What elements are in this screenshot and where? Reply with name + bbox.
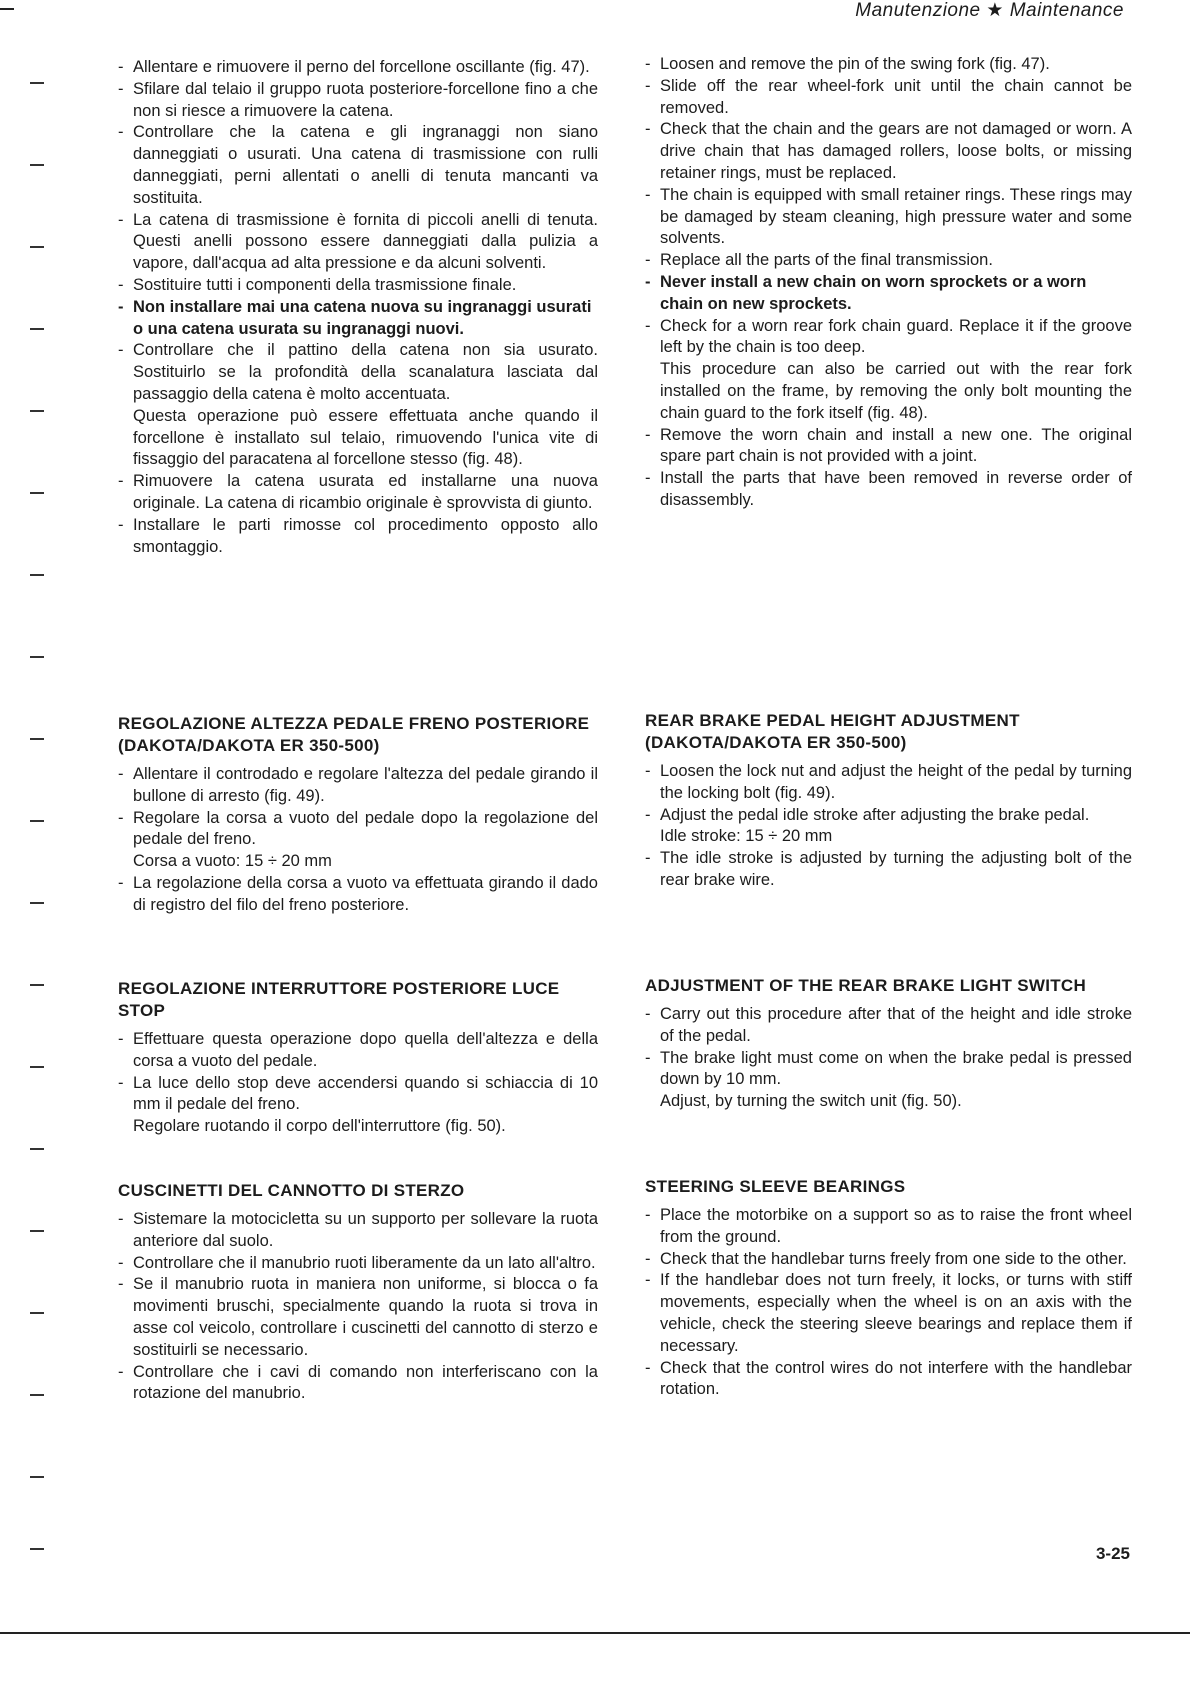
list-item-text: Regolare la corsa a vuoto del pedale dopo la regolazione del pedale del freno.	[133, 808, 598, 849]
it-pedal-list	[118, 764, 598, 917]
list-item: - Controllare che il manubrio ruoti liberamente da un lato all'altro.	[118, 1253, 598, 1275]
section-title: CUSCINETTI DEL CANNOTTO DI STERZO	[118, 1181, 465, 1200]
list-item: - If the handlebar does not turn freely, it locks, or turns with stiff movements, especially when the wheel is on an axis with the vehicle, check the steering sleeve bearings and replace them if necessary.	[645, 1270, 1132, 1357]
list-item: - The chain is equipped with small retainer rings. These rings may be damaged by steam cleaning, high pressure water and some solvents.	[645, 185, 1132, 250]
list-item: - Allentare il controdado e regolare l'altezza del pedale girando il bullone di arresto (fig. 49).	[118, 764, 598, 808]
section-title: ADJUSTMENT OF THE REAR BRAKE LIGHT SWITCH	[645, 976, 1087, 995]
list-item: - Install the parts that have been removed in reverse order of disassembly.	[645, 468, 1132, 512]
en-chain-section	[645, 54, 1132, 512]
list-item: - Carry out this procedure after that of the height and idle stroke of the pedal.	[645, 1004, 1132, 1048]
page-number: 3-25	[1095, 1544, 1130, 1563]
list-item: - Remove the worn chain and install a new one. The original spare part chain is not provided with a joint.	[645, 425, 1132, 469]
list-item: - La regolazione della corsa a vuoto va effettuata girando il dado di registro del filo del freno posteriore.	[118, 873, 598, 917]
list-item-with-value	[118, 808, 598, 873]
it-switch-list	[118, 1029, 598, 1138]
en-pedal-list	[645, 761, 1132, 892]
idle-stroke-value: Corsa a vuoto: 15 ÷ 20 mm	[133, 852, 332, 871]
section-title: REGOLAZIONE INTERRUTTORE POSTERIORE LUCE STOP	[118, 979, 560, 1020]
list-item: - The idle stroke is adjusted by turning the adjusting bolt of the rear brake wire.	[645, 848, 1132, 892]
list-item: - Installare le parti rimosse col procedimento opposto allo smontaggio.	[118, 515, 598, 559]
list-item: - La catena di trasmissione è fornita di piccoli anelli di tenuta. Questi anelli possono essere danneggiati dalla pulizia a vapore, dall'acqua ad alta pressione e da alcuni solventi.	[118, 210, 598, 275]
it-pedal-section	[118, 713, 598, 917]
list-item-with-note	[645, 316, 1132, 425]
page-header: Manutenzione ★ Maintenance	[855, 0, 1124, 21]
list-item: - Rimuovere la catena usurata ed installarne una nuova originale. La catena di ricambio originale è sprovvista di giunto.	[118, 471, 598, 515]
list-item: - Loosen the lock nut and adjust the height of the pedal by turning the locking bolt (fig. 49).	[645, 761, 1132, 805]
it-steering-list	[118, 1209, 598, 1405]
en-steering-list	[645, 1205, 1132, 1401]
list-item-note: Questa operazione può essere effettuata anche quando il forcellone è installato sul telaio, rimuovendo l'unica vite di fissaggio del paracatena al forcellone stesso (fig. 48).	[133, 406, 598, 469]
en-switch-list	[645, 1004, 1132, 1113]
top-left-rule	[0, 8, 14, 10]
list-item: - Slide off the rear wheel-fork unit until the chain cannot be removed.	[645, 76, 1132, 120]
list-item-with-note	[118, 340, 598, 471]
it-switch-section	[118, 978, 598, 1138]
list-item: - Se il manubrio ruota in maniera non uniforme, si blocca o fa movimenti bruschi, specialmente quando la ruota si trova in asse col veicolo, controllare i cuscinetti del cannotto di sterzo e sostituirli se necessario.	[118, 1274, 598, 1361]
list-item-text: La luce dello stop deve accendersi quando si schiaccia di 10 mm il pedale del freno.	[133, 1073, 598, 1114]
list-item-note: Adjust, by turning the switch unit (fig. 50).	[660, 1092, 962, 1111]
en-switch-section	[645, 975, 1132, 1113]
en-chain-list	[645, 54, 1132, 512]
list-item: - Sfilare dal telaio il gruppo ruota posteriore-forcellone fino a che non si riesce a rimuovere la catena.	[118, 79, 598, 123]
list-item-with-value	[645, 805, 1132, 849]
list-item-text: Check for a worn rear fork chain guard. Replace it if the groove left by the chain is too deep.	[660, 316, 1132, 357]
list-item: - Check that the control wires do not interfere with the handlebar rotation.	[645, 1358, 1132, 1402]
list-item: - Check that the handlebar turns freely from one side to the other.	[645, 1249, 1132, 1271]
section-title: REGOLAZIONE ALTEZZA PEDALE FRENO POSTERIORE (DAKOTA/DAKOTA ER 350-500)	[118, 714, 590, 755]
list-item: - Controllare che i cavi di comando non interferiscano con la rotazione del manubrio.	[118, 1362, 598, 1406]
list-item-with-note	[645, 1048, 1132, 1113]
en-steering-section	[645, 1176, 1132, 1401]
list-item: - Sostituire tutti i componenti della trasmissione finale.	[118, 275, 598, 297]
list-item: - Sistemare la motocicletta su un supporto per sollevare la ruota anteriore dal suolo.	[118, 1209, 598, 1253]
list-item: - Replace all the parts of the final transmission.	[645, 250, 1132, 272]
list-item-warning: - Never install a new chain on worn sprockets or a worn chain on new sprockets.	[645, 272, 1132, 316]
list-item-text: Controllare che il pattino della catena non sia usurato. Sostituirlo se la profondità della scanalatura lasciata dal passaggio della catena è molto accentuata.	[133, 341, 598, 403]
list-item-text: The brake light must come on when the brake pedal is pressed down by 10 mm.	[660, 1048, 1132, 1089]
en-pedal-section	[645, 710, 1132, 892]
list-item-note: This procedure can also be carried out with the rear fork installed on the frame, by removing the only bolt mounting the chain guard to the fork itself (fig. 48).	[660, 360, 1132, 422]
list-item: - Effettuare questa operazione dopo quella dell'altezza e della corsa a vuoto del pedale.	[118, 1029, 598, 1073]
list-item-note: Regolare ruotando il corpo dell'interruttore (fig. 50).	[133, 1117, 506, 1136]
list-item-text: Adjust the pedal idle stroke after adjusting the brake pedal.	[660, 805, 1090, 824]
it-chain-section	[118, 57, 598, 558]
bottom-rule	[0, 1632, 1190, 1634]
list-item: - Controllare che la catena e gli ingranaggi non siano danneggiati o usurati. Una catena di trasmissione con rulli danneggiati, perni allentati o anelli di tenuta mancanti va sostituita.	[118, 122, 598, 209]
list-item: - Place the motorbike on a support so as to raise the front wheel from the ground.	[645, 1205, 1132, 1249]
list-item: - Allentare e rimuovere il perno del forcellone oscillante (fig. 47).	[118, 57, 598, 79]
list-item: - Loosen and remove the pin of the swing fork (fig. 47).	[645, 54, 1132, 76]
list-item-with-note	[118, 1073, 598, 1138]
idle-stroke-value: Idle stroke: 15 ÷ 20 mm	[660, 827, 833, 846]
it-chain-list	[118, 57, 598, 558]
margin-ticks	[30, 0, 50, 1684]
list-item: - Check that the chain and the gears are not damaged or worn. A drive chain that has damaged rollers, loose bolts, or missing retainer rings, must be replaced.	[645, 119, 1132, 184]
list-item-warning: - Non installare mai una catena nuova su ingranaggi usurati o una catena usurata su ingranaggi nuovi.	[118, 297, 598, 341]
section-title: REAR BRAKE PEDAL HEIGHT ADJUSTMENT (DAKOTA/DAKOTA ER 350-500)	[645, 711, 1020, 752]
it-steering-section	[118, 1180, 598, 1405]
section-title: STEERING SLEEVE BEARINGS	[645, 1177, 906, 1196]
